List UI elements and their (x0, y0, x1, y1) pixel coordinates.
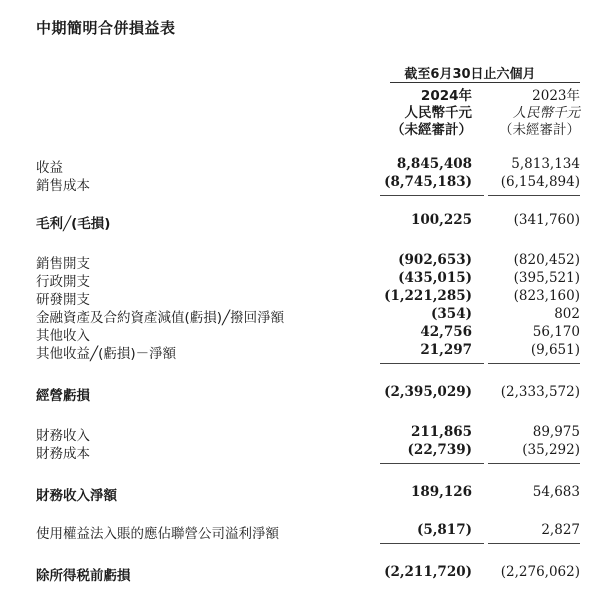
value-2023: (9,651) (530, 342, 580, 358)
row-revenue (0, 156, 600, 176)
row-label: 行政開支 (36, 274, 90, 290)
value-2024: (354) (431, 306, 472, 322)
value-2024: 21,297 (420, 342, 472, 358)
audit-2024: （未經審計） (391, 122, 472, 138)
row-other-income (0, 324, 600, 344)
row-gross-profit (0, 212, 600, 232)
value-2023: 54,683 (532, 484, 580, 500)
row-label: 研發開支 (36, 292, 90, 308)
value-2023: 89,975 (532, 424, 580, 440)
row-label: 其他收入 (36, 328, 90, 344)
audit-2023: （未經審計） (499, 122, 580, 138)
row-label: 財務收入淨額 (36, 488, 117, 504)
subtotal-rule-2024 (380, 195, 484, 196)
subtotal-rule-2024 (380, 543, 484, 544)
row-label: 收益 (36, 160, 63, 176)
value-2023: 2,827 (541, 522, 580, 538)
row-selling-expenses (0, 252, 600, 272)
row-label: 金融資產及合約資產減值(虧損)╱撥回淨額 (36, 310, 285, 326)
year-2024: 2024年 (420, 88, 472, 104)
row-admin-expenses (0, 270, 600, 290)
value-2024: (2,395,029) (384, 384, 472, 400)
subtotal-rule-2023 (488, 363, 580, 364)
value-2023: (2,333,572) (500, 384, 580, 400)
subtotal-rule-2023 (488, 463, 580, 464)
row-operating-loss (0, 384, 600, 404)
row-cost-of-sales (0, 174, 600, 194)
period-underline (390, 82, 580, 83)
row-rd-expenses (0, 288, 600, 308)
row-label: 使用權益法入賬的應佔聯營公司溢利淨額 (36, 526, 279, 542)
value-2023: (35,292) (522, 442, 580, 458)
statement-title: 中期簡明合併損益表 (36, 19, 176, 37)
row-label: 經營虧損 (36, 388, 90, 404)
value-2023: (820,452) (513, 252, 580, 268)
period-header: 截至6月30日止六個月 (404, 67, 536, 82)
subtotal-rule-2023 (488, 195, 580, 196)
value-2023: (2,276,062) (500, 564, 580, 580)
value-2023: 802 (554, 306, 580, 322)
value-2024: (2,211,720) (384, 564, 472, 580)
row-label: 銷售成本 (36, 178, 90, 194)
value-2024: (8,745,183) (384, 174, 472, 190)
currency-2024: 人民幣千元 (404, 105, 472, 121)
value-2023: 5,813,134 (511, 156, 580, 172)
row-finance-income (0, 424, 600, 444)
value-2024: (902,653) (398, 252, 472, 268)
value-2023: (823,160) (513, 288, 580, 304)
value-2024: (22,739) (407, 442, 472, 458)
row-loss-before-tax (0, 564, 600, 584)
value-2024: 42,756 (420, 324, 472, 340)
value-2024: (5,817) (416, 522, 472, 538)
row-label: 銷售開支 (36, 256, 90, 272)
row-finance-costs (0, 442, 600, 462)
value-2024: 211,865 (410, 424, 472, 440)
value-2024: 100,225 (410, 212, 472, 228)
subtotal-rule-2024 (380, 463, 484, 464)
row-label: 財務收入 (36, 428, 90, 444)
value-2024: (435,015) (398, 270, 472, 286)
subtotal-rule-2024 (380, 363, 484, 364)
row-label: 財務成本 (36, 446, 90, 462)
value-2023: (395,521) (513, 270, 580, 286)
value-2024: 189,126 (410, 484, 472, 500)
value-2023: (6,154,894) (500, 174, 580, 190)
row-net-finance-income (0, 484, 600, 504)
currency-2023: 人民幣千元 (512, 105, 580, 121)
value-2024: (1,221,285) (384, 288, 472, 304)
value-2023: (341,760) (513, 212, 580, 228)
year-2023: 2023年 (532, 88, 580, 104)
row-label: 毛利╱(毛損) (36, 216, 111, 232)
subtotal-rule-2023 (488, 543, 580, 544)
value-2023: 56,170 (532, 324, 580, 340)
row-share-of-associates (0, 522, 600, 542)
row-label: 其他收益╱(虧損)－淨額 (36, 346, 177, 362)
row-other-gains (0, 342, 600, 362)
value-2024: 8,845,408 (396, 156, 472, 172)
row-impairment (0, 306, 600, 326)
row-label: 除所得税前虧損 (36, 568, 131, 584)
